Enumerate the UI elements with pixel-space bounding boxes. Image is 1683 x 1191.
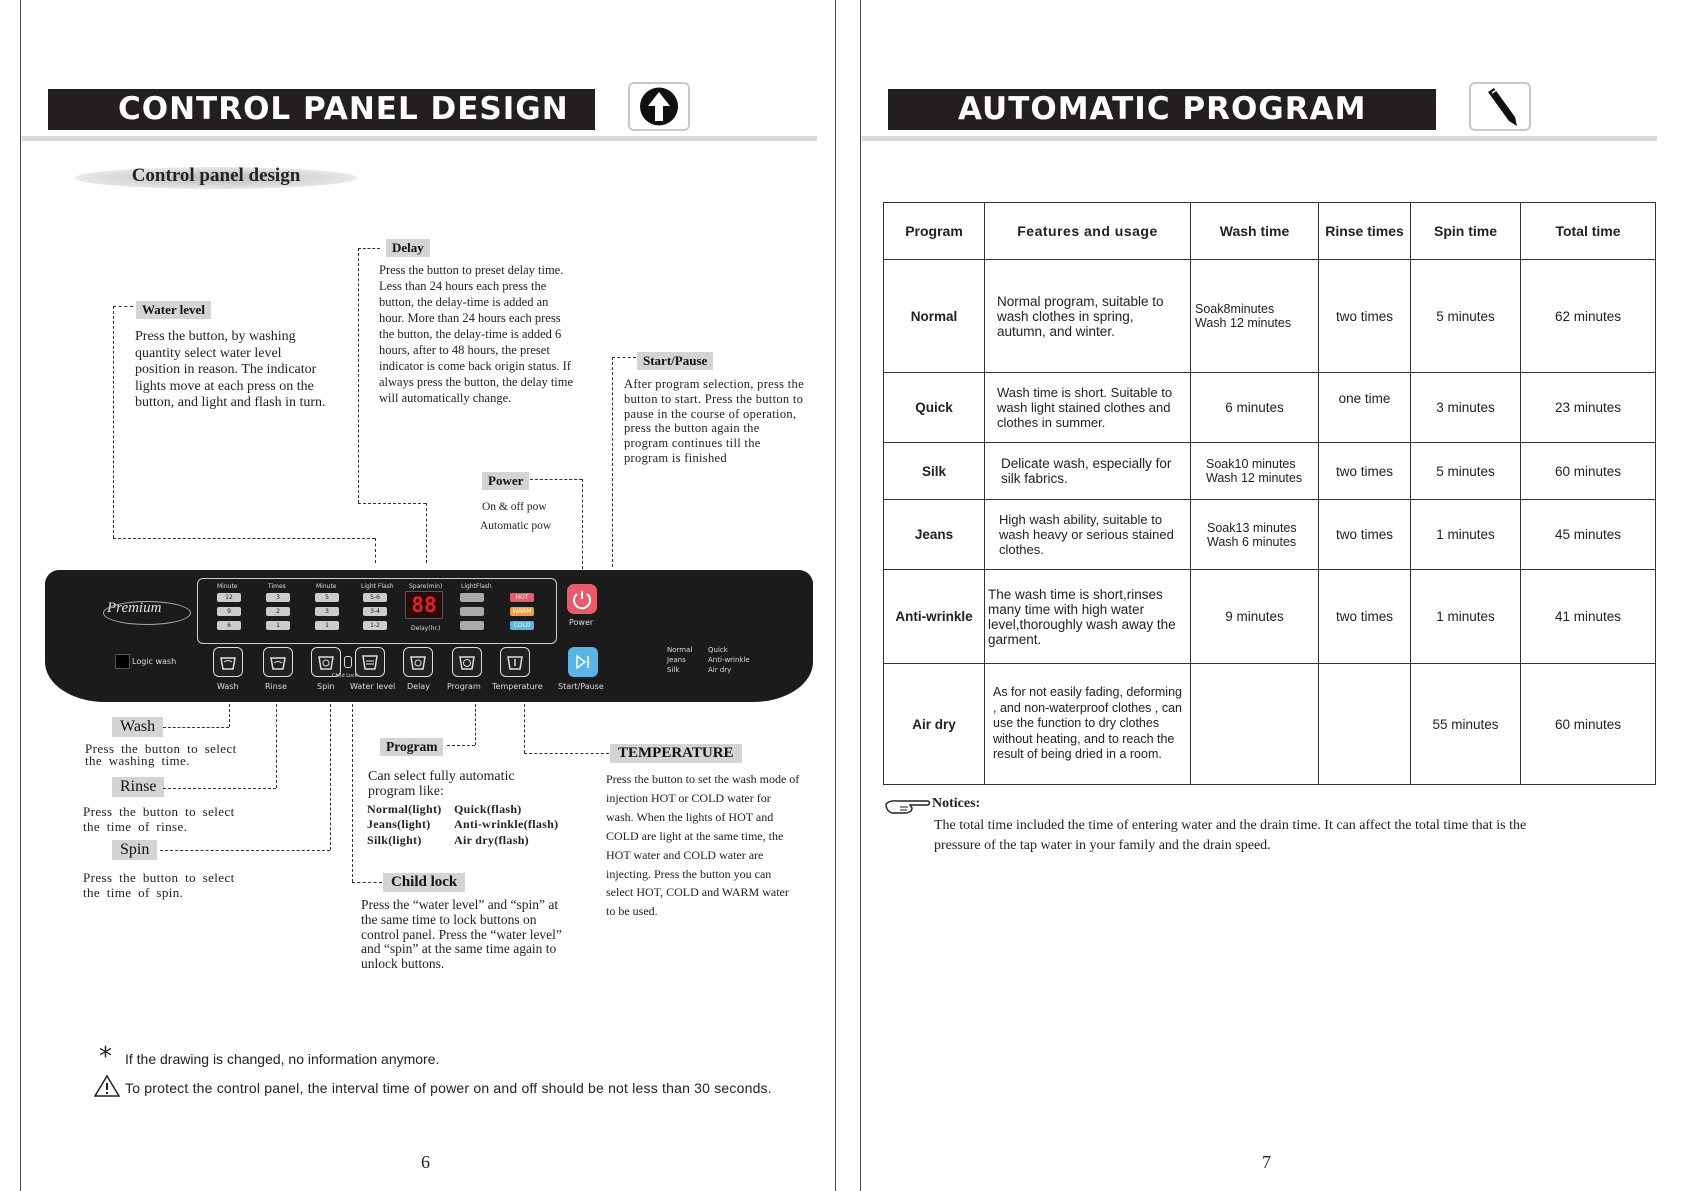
- rinse-ind-2: 2: [266, 607, 290, 616]
- wash-label: Wash: [112, 717, 163, 737]
- logic-wash-square: [115, 654, 130, 669]
- power-label: Power: [482, 472, 529, 490]
- row-rinse: [1319, 664, 1411, 785]
- btn-label-start-pause: Start/Pause: [558, 682, 604, 691]
- row-total: 60 minutes: [1521, 664, 1656, 785]
- program-item-silk: Silk(light): [367, 833, 422, 847]
- legend-normal: Normal: [667, 646, 693, 654]
- wash-ind-3: 6: [217, 621, 241, 630]
- table-row: [884, 664, 1656, 785]
- program-item-normal: Normal(light): [367, 802, 442, 816]
- spin-label: Spin: [112, 840, 157, 860]
- left-rule: [22, 136, 817, 141]
- row-spin: 1 minutes: [1411, 500, 1521, 570]
- btn-label-water-level: Water level: [350, 682, 396, 691]
- rinse-icon: [264, 648, 292, 676]
- row-features: As for not easily fading, deforming , and non-waterproof clothes , can use the function to dry clothes without heating, and to reach the result of being dried in a room.: [985, 664, 1191, 785]
- table-header: Spin time: [1411, 203, 1521, 260]
- row-total: 41 minutes: [1521, 570, 1656, 664]
- rinse-text: Press the button to select the time of rinse.: [83, 804, 235, 834]
- start-pause-text: After program selection, press the button to start. Press the button to pause in the course of operation, press the button again the program continues till the program is finished: [624, 377, 804, 465]
- btn-label-wash: Wash: [217, 682, 239, 691]
- child-lock-text: Press the “water level” and “spin” at the same time to lock buttons on control panel. Press the “water level” and “spin” at the same time again to unlock buttons.: [361, 897, 562, 972]
- temperature-text: Press the button to set the wash mode of injection HOT or COLD water for wash. When the lights of HOT and COLD are light at the same time, the HOT water and COLD water are injecting. Press the button you can select HOT, COLD and WARM water to be used.: [606, 772, 800, 919]
- right-header: AUTOMATIC PROGRAM: [888, 89, 1436, 130]
- table-row: [884, 570, 1656, 664]
- btn-label-delay: Delay: [407, 682, 430, 691]
- left-page-number: 6: [421, 1152, 430, 1172]
- wash-soak: 6 minutes: [1225, 400, 1284, 415]
- wash-icon: [214, 648, 242, 676]
- wash-ind-1: 12: [217, 593, 241, 602]
- table-row: [884, 443, 1656, 500]
- row-program: Silk: [884, 443, 985, 500]
- program-text: Can select fully automatic program like:: [368, 769, 515, 799]
- power-line2: Automatic pow: [480, 520, 552, 532]
- start-pause-button[interactable]: [568, 647, 598, 677]
- row-features: The wash time is short,rinses many time with high water level,thoroughly wash away the garment.: [985, 570, 1191, 664]
- legend-jeans: Jeans: [667, 656, 686, 664]
- warning-icon: [93, 1074, 121, 1103]
- water-level-label: Water level: [136, 301, 211, 319]
- level-small-1: [460, 593, 484, 602]
- btn-label-program: Program: [447, 682, 481, 691]
- spin-text: Press the button to select the time of spin.: [83, 870, 235, 900]
- start-pause-label: Start/Pause: [637, 352, 713, 370]
- child-lock-label: Child lock: [383, 873, 465, 892]
- temp-ind-hot: HOT: [510, 593, 534, 602]
- note-drawing-changed: If the drawing is changed, no information anymore.: [125, 1051, 440, 1067]
- row-total: 23 minutes: [1521, 373, 1656, 443]
- legend-quick: Quick: [708, 646, 728, 654]
- subtitle: Control panel design: [131, 165, 301, 186]
- table-row: [884, 373, 1656, 443]
- col-label-1: Minute: [217, 583, 238, 590]
- row-spin: 55 minutes: [1411, 664, 1521, 785]
- temperature-label: TEMPERATURE: [610, 744, 742, 763]
- row-program: Air dry: [884, 664, 985, 785]
- level-ind-3: 1-2: [363, 621, 387, 630]
- table-header: Features and usage: [985, 203, 1191, 260]
- power-button-label: Power: [569, 618, 594, 627]
- water-level-button[interactable]: [355, 647, 385, 677]
- program-label: Program: [380, 738, 443, 756]
- wash-main: Wash 12 minutes: [1195, 316, 1292, 330]
- table-row: [884, 260, 1656, 373]
- delay-hr-label: Delay(hr.): [411, 625, 441, 632]
- row-features: Wash time is short. Suitable to wash light stained clothes and clothes in summer.: [985, 373, 1191, 443]
- brand-logo: Premium: [107, 600, 162, 616]
- row-spin: 5 minutes: [1411, 443, 1521, 500]
- row-total: 62 minutes: [1521, 260, 1656, 373]
- table-header: Wash time: [1191, 203, 1319, 260]
- row-spin: 3 minutes: [1411, 373, 1521, 443]
- btn-label-temperature: Temperature: [492, 682, 543, 691]
- program-item-quick: Quick(flash): [454, 802, 522, 816]
- col-label-2: Times: [268, 583, 286, 590]
- level-small-2: [460, 607, 484, 616]
- row-spin: 1 minutes: [1411, 570, 1521, 664]
- btn-label-rinse: Rinse: [265, 682, 287, 691]
- page-border-left: [20, 0, 21, 1191]
- wash-main: Wash 12 minutes: [1206, 471, 1303, 485]
- program-icon: [453, 648, 481, 676]
- col-label-5: Spare(min): [409, 583, 443, 590]
- delay-label: Delay: [386, 239, 430, 257]
- row-program: Normal: [884, 260, 985, 373]
- led-display: 88: [405, 591, 443, 619]
- left-header: CONTROL PANEL DESIGN: [48, 89, 595, 130]
- child-lock-small-label: Child Lock: [332, 673, 358, 679]
- page-border-mid-right: [860, 0, 861, 1191]
- delay-button[interactable]: [403, 647, 433, 677]
- col-label-6: LightFlash: [461, 583, 492, 590]
- legend-air-dry: Air dry: [708, 666, 732, 674]
- temp-ind-warm: WARM: [510, 607, 534, 616]
- logic-wash-label: Logic wash: [132, 657, 177, 666]
- play-pause-icon: [568, 647, 598, 677]
- row-program: Jeans: [884, 500, 985, 570]
- program-button[interactable]: [452, 647, 482, 677]
- legend-anti-wrinkle: Anti-wrinkle: [708, 656, 750, 664]
- wash-soak: Soak13 minutes: [1207, 520, 1297, 535]
- table-header: Rinse times: [1319, 203, 1411, 260]
- row-wash-time: [1191, 373, 1319, 443]
- power-icon: [567, 584, 597, 614]
- water-level-icon: [356, 648, 384, 676]
- pointing-hand-icon: [884, 796, 932, 821]
- notices-label: Notices:: [932, 796, 981, 811]
- row-rinse: two times: [1319, 500, 1411, 570]
- page-border-mid-left: [835, 0, 836, 1191]
- thermometer-icon: [501, 648, 529, 676]
- note-power-interval: To protect the control panel, the interval time of power on and off should be not less than 30 seconds.: [125, 1080, 772, 1096]
- level-small-3: [460, 621, 484, 630]
- program-item-anti-wrinkle: Anti-wrinkle(flash): [454, 817, 559, 831]
- wash-soak: Soak8minutes: [1195, 302, 1275, 316]
- row-program: Anti-wrinkle: [884, 570, 985, 664]
- pencil-icon: [1469, 82, 1531, 131]
- up-arrow-icon: [628, 82, 690, 131]
- power-button[interactable]: [567, 584, 597, 614]
- wash-soak: Soak10 minutes: [1206, 457, 1296, 471]
- wash-main: Wash 6 minutes: [1207, 534, 1297, 549]
- wash-soak: 9 minutes: [1225, 609, 1284, 624]
- row-wash-time: [1191, 443, 1319, 500]
- table-header: Total time: [1521, 203, 1656, 260]
- notices-text: The total time included the time of entering water and the drain time. It can affect the total time that is the pressure of the tap water in your family and the drain speed.: [934, 818, 1527, 853]
- row-features: Normal program, suitable to wash clothes in spring, autumn, and winter.: [985, 260, 1191, 373]
- row-wash-time: [1191, 664, 1319, 785]
- row-wash-time: [1191, 500, 1319, 570]
- btn-label-spin: Spin: [317, 682, 335, 691]
- level-ind-2: 3-4: [363, 607, 387, 616]
- legend-silk: Silk: [667, 666, 680, 674]
- row-spin: 5 minutes: [1411, 260, 1521, 373]
- water-level-text: Press the button, by washing quantity select water level position in reason. The indicator lights move at each press on the button, and light and flash in turn.: [135, 329, 326, 410]
- temp-ind-cold: COLD: [510, 621, 534, 630]
- row-rinse: two times: [1319, 260, 1411, 373]
- row-rinse: one time: [1319, 373, 1411, 443]
- spin-icon: [312, 648, 340, 676]
- right-rule: [862, 136, 1657, 141]
- spin-ind-2: 3: [315, 607, 339, 616]
- row-rinse: two times: [1319, 570, 1411, 664]
- row-total: 60 minutes: [1521, 443, 1656, 500]
- wash-ind-2: 9: [217, 607, 241, 616]
- program-table: [883, 202, 1656, 785]
- row-features: High wash ability, suitable to wash heavy or serious stained clothes.: [985, 500, 1191, 570]
- row-total: 45 minutes: [1521, 500, 1656, 570]
- right-page-number: 7: [1262, 1152, 1271, 1172]
- spin-ind-3: 1: [315, 621, 339, 630]
- row-program: Quick: [884, 373, 985, 443]
- row-features: Delicate wash, especially for silk fabrics.: [985, 443, 1191, 500]
- table-row: [884, 500, 1656, 570]
- child-lock-icon: [344, 656, 352, 668]
- table-header: Program: [884, 203, 985, 260]
- program-item-jeans: Jeans(light): [367, 817, 431, 831]
- spin-ind-1: 5: [315, 593, 339, 602]
- table-header-row: [884, 203, 1656, 260]
- clock-icon: [404, 648, 432, 676]
- rinse-label: Rinse: [112, 777, 164, 797]
- delay-text: Press the button to preset delay time. Less than 24 hours each press the button, the delay-time is added an hour. More than 24 hours each press the button, the delay-time is added 6 hours, after to 48 hours, the preset indicator is come back origin status. If always press the button, the delay time will automatically change.: [379, 263, 574, 405]
- row-rinse: two times: [1319, 443, 1411, 500]
- row-wash-time: [1191, 570, 1319, 664]
- program-item-air-dry: Air dry(flash): [454, 833, 529, 847]
- brand-oval: [103, 601, 191, 625]
- col-label-3: Minute: [316, 583, 337, 590]
- temperature-button[interactable]: [500, 647, 530, 677]
- row-wash-time: [1191, 260, 1319, 373]
- wash-button[interactable]: [213, 647, 243, 677]
- rinse-ind-1: 3: [266, 593, 290, 602]
- wash-text: Press the button to select the washing time.: [85, 741, 237, 768]
- rinse-ind-3: 1: [266, 621, 290, 630]
- power-line1: On & off pow: [482, 501, 547, 513]
- col-label-4: Light Flash: [361, 583, 394, 590]
- level-ind-1: 5-6: [363, 593, 387, 602]
- rinse-button[interactable]: [263, 647, 293, 677]
- control-panel: [45, 570, 813, 702]
- asterisk-icon: *: [99, 1042, 112, 1072]
